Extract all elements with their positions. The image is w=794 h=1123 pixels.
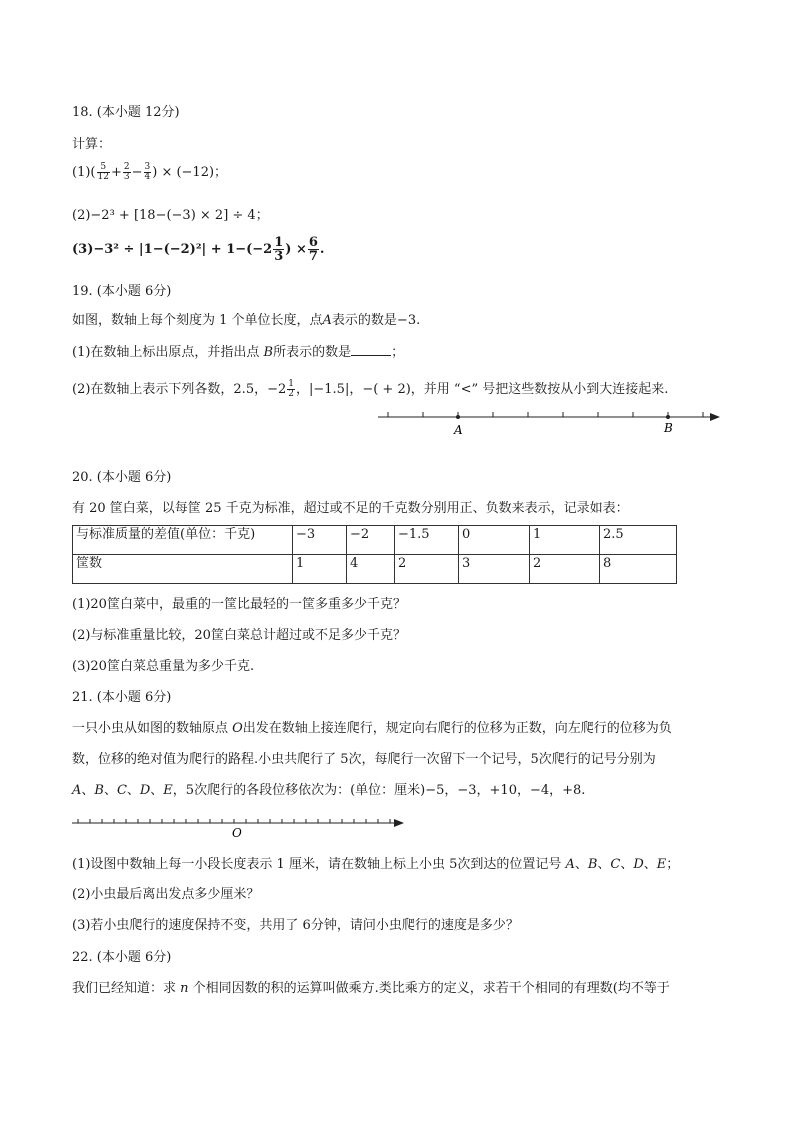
table-cell: 2.5 [600,526,677,555]
label-o: O [232,826,242,840]
q18-part2: (2)−2³ + [18−(−3) × 2] ÷ 4； [72,208,269,223]
q19-part2: (2)在数轴上表示下列各数，2.5，−2 $\frac{1}{2}$ ，|−1.5|，−( + 2)，并用 “<” 号把这些数按从小到大连接起来. [72,379,669,399]
table-cell: 1 [293,555,347,584]
axis-ticks [388,412,703,417]
table-cell: 2 [530,555,600,584]
fraction: $\frac{3}{4}$ [144,162,151,182]
q18-intro: 计算： [72,137,112,152]
table-cell: 与标准质量的差值(单位：千克) [73,526,293,555]
q21-number-line [68,813,413,843]
q20-text: 有 20 筐白菜，以每筐 25 千克为标准，超过或不足的千克数分别用正、负数来表示，记录如表： [72,501,629,516]
q18-part1: (1)( $\frac{5}{12}$ + $\frac{2}{3}$ − $\frac{3}{4}$ ) × (−12)； [72,162,228,182]
table-cell: 8 [600,555,677,584]
q20-table [72,525,677,584]
table-cell: −3 [293,526,347,555]
table-cell: 4 [347,555,395,584]
axis-arrow [394,819,404,827]
fraction: $\frac{6}{7}$ [308,235,318,264]
q19-number-line [370,404,730,438]
fraction: $\frac{2}{3}$ [123,162,130,182]
q19-header: 19. (本小题 6分) [72,284,172,299]
q22-header: 22. (本小题 6分) [72,950,172,965]
q19-part1: (1)在数轴上标出原点，并指出点 𝐵所表示的数是 ； [72,345,405,360]
label-a: A [454,423,463,437]
answer-blank[interactable] [351,343,391,356]
q19-text: 如图，数轴上每个刻度为 1 个单位长度，点𝐴表示的数是−3. [72,313,421,328]
q18-header: 18. (本小题 12分) [72,105,180,120]
fraction: $\frac{1}{2}$ [288,379,294,399]
q21-part2: (2)小虫最后离出发点多少厘米？ [72,887,260,902]
table-row [73,526,677,555]
table-row [73,555,677,584]
table-cell: 0 [459,526,530,555]
table-cell: 1 [530,526,600,555]
q21-line2: 数，位移的绝对值为爬行的路程.小虫共爬行了 5次，每爬行一次留下一个记号，5次爬行的记号分别为 [72,752,656,767]
axis-ticks [78,819,390,823]
q20-part2: (2)与标准重量比较，20筐白菜总计超过或不足多少千克？ [72,628,406,643]
fraction: $\frac{1}{3}$ [274,235,284,264]
point-a [456,415,460,419]
q18-p1-lead: (1)( [72,165,96,180]
q20-part1: (1)20筐白菜中，最重的一筐比最轻的一筐多重多少千克？ [72,597,406,612]
q21-line1: 一只小虫从如图的数轴原点 𝑂出发在数轴上接连爬行，规定向右爬行的位移为正数，向左爬行的位移为负 [72,721,672,736]
label-b: B [664,421,673,435]
q21-part3: (3)若小虫爬行的速度保持不变，共用了 6分钟，请问小虫爬行的速度是多少？ [72,918,519,933]
table-cell: 3 [459,555,530,584]
q21-line3: 𝐴、𝐵、𝐶、𝐷、𝐸，5次爬行的各段位移依次为：(单位：厘米)−5，−3，+10，−4，+8. [72,783,586,798]
table-cell: 2 [395,555,459,584]
fraction: $\frac{5}{12}$ [97,162,109,182]
q21-header: 21. (本小题 6分) [72,690,172,705]
q22-line1: 我们已经知道：求 𝑛 个相同因数的积的运算叫做乘方.类比乘方的定义，求若干个相同的有理数(均不等于 [72,981,670,996]
point-b [666,415,670,419]
table-cell: 筐数 [73,555,293,584]
q20-part3: (3)20筐白菜总重量为多少千克. [72,659,255,674]
q21-part1: (1)设图中数轴上每一小段长度表示 1 厘米，请在数轴上标上小虫 5次到达的位置记号 𝐴、𝐵、𝐶、𝐷、𝐸； [72,857,680,872]
table-cell: −1.5 [395,526,459,555]
q20-header: 20. (本小题 6分) [72,470,172,485]
table-cell: −2 [347,526,395,555]
q18-part3: (3)−3² ÷ |1−(−2)²| + 1−(−2 $\frac{1}{3}$ ) × $\frac{6}{7}$ . [72,235,325,264]
axis-arrow [710,413,720,421]
